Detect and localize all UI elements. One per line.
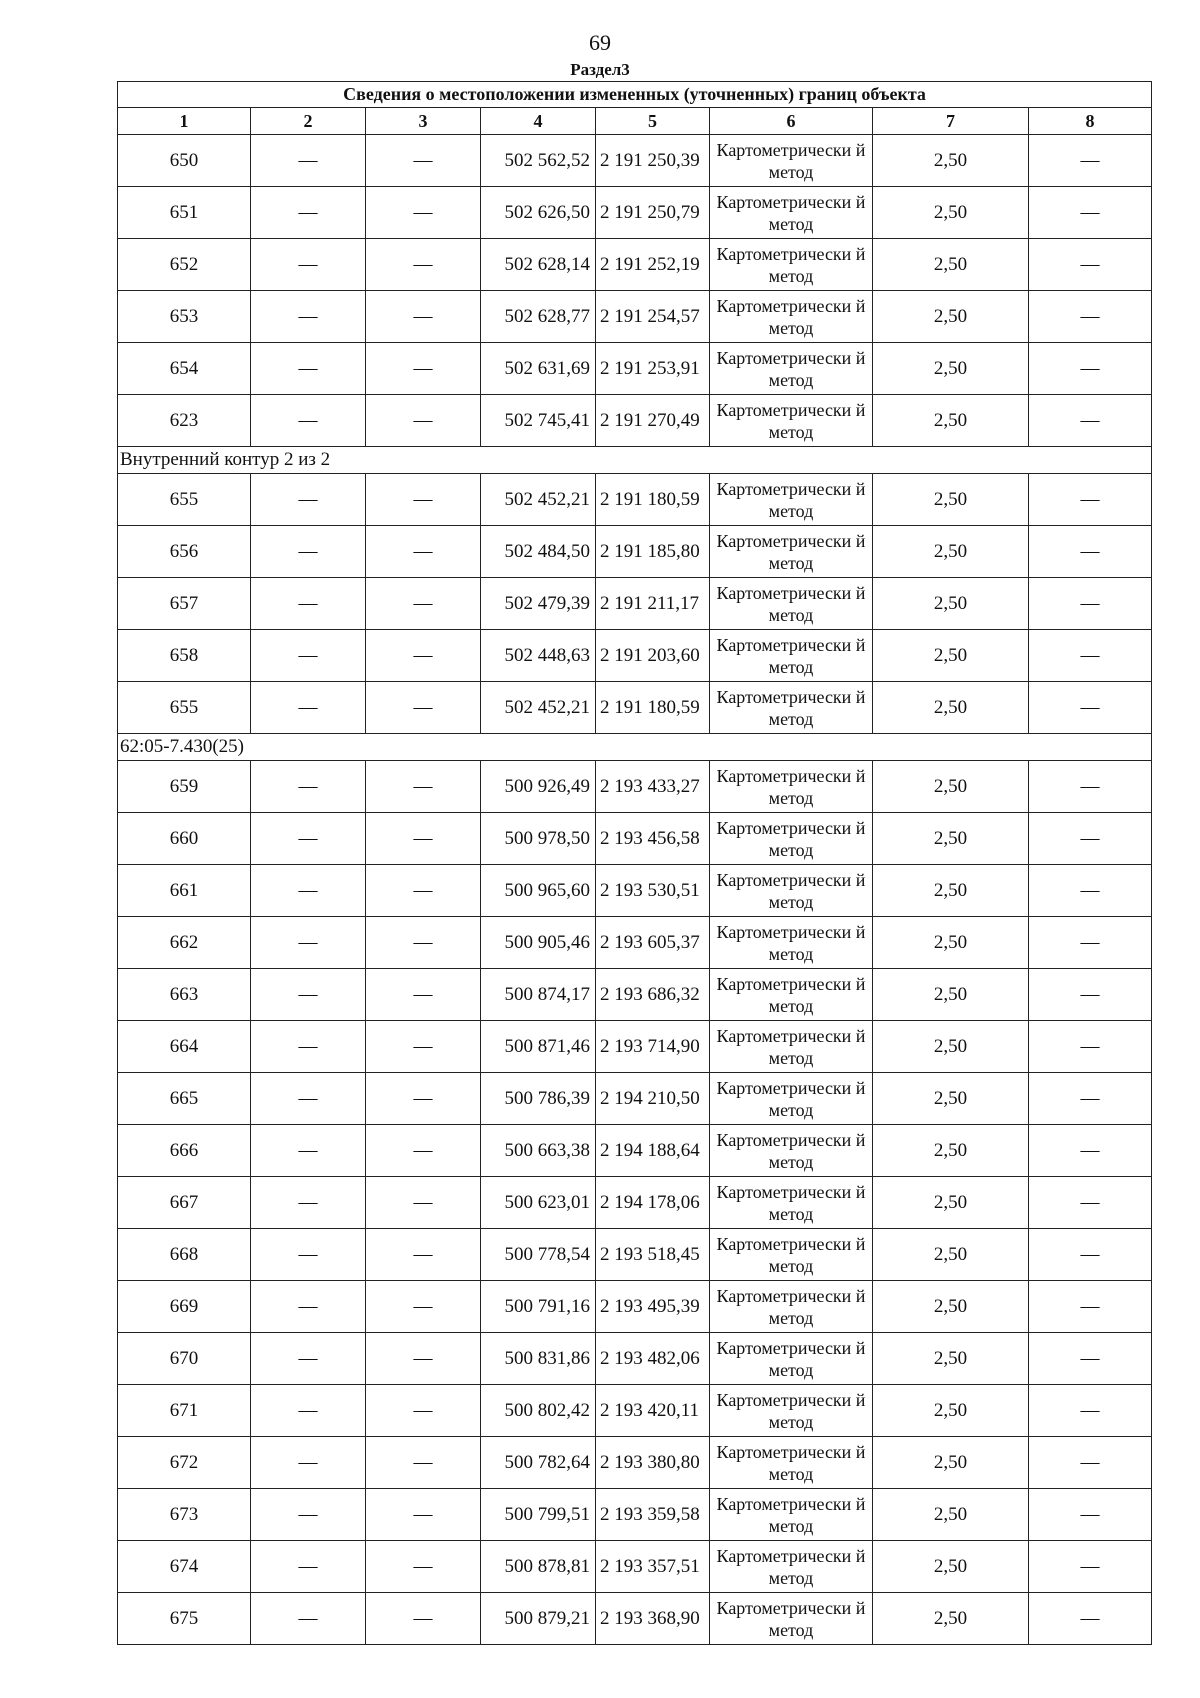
x-coordinate-cell: 500 926,49 bbox=[481, 761, 596, 813]
accuracy-cell: 2,50 bbox=[873, 682, 1029, 734]
x-coordinate-cell: 500 778,54 bbox=[481, 1229, 596, 1281]
column-2-cell: — bbox=[251, 1281, 366, 1333]
y-coordinate-cell: 2 191 180,59 bbox=[596, 474, 710, 526]
method-cell: Картометрически й метод bbox=[710, 969, 873, 1021]
y-coordinate-cell: 2 191 250,79 bbox=[596, 187, 710, 239]
x-coordinate-cell: 502 562,52 bbox=[481, 135, 596, 187]
column-3-cell: — bbox=[366, 1281, 481, 1333]
table-row bbox=[118, 1437, 1152, 1489]
section-title: Раздел3 bbox=[570, 60, 630, 79]
column-8-cell: — bbox=[1029, 969, 1152, 1021]
column-8-cell: — bbox=[1029, 1437, 1152, 1489]
y-coordinate-cell: 2 191 253,91 bbox=[596, 343, 710, 395]
method-cell: Картометрически й метод bbox=[710, 1333, 873, 1385]
column-2-cell: — bbox=[251, 1333, 366, 1385]
accuracy-cell: 2,50 bbox=[873, 474, 1029, 526]
accuracy-cell: 2,50 bbox=[873, 969, 1029, 1021]
column-8-cell: — bbox=[1029, 526, 1152, 578]
column-8-cell: — bbox=[1029, 630, 1152, 682]
point-number-cell: 623 bbox=[118, 395, 251, 447]
table-row bbox=[118, 135, 1152, 187]
y-coordinate-cell: 2 193 357,51 bbox=[596, 1541, 710, 1593]
page-number: 69 bbox=[589, 30, 611, 55]
table-row bbox=[118, 1333, 1152, 1385]
method-cell: Картометрически й метод bbox=[710, 1593, 873, 1645]
table-row bbox=[118, 1021, 1152, 1073]
column-3-cell: — bbox=[366, 1177, 481, 1229]
x-coordinate-cell: 502 628,14 bbox=[481, 239, 596, 291]
column-8-cell: — bbox=[1029, 1125, 1152, 1177]
column-header-8: 8 bbox=[1029, 108, 1152, 135]
y-coordinate-cell: 2 193 456,58 bbox=[596, 813, 710, 865]
x-coordinate-cell: 502 484,50 bbox=[481, 526, 596, 578]
point-number-cell: 650 bbox=[118, 135, 251, 187]
point-number-cell: 655 bbox=[118, 682, 251, 734]
column-header-6: 6 bbox=[710, 108, 873, 135]
method-cell: Картометрически й метод bbox=[710, 630, 873, 682]
group-header-row bbox=[118, 734, 1152, 761]
x-coordinate-cell: 502 631,69 bbox=[481, 343, 596, 395]
accuracy-cell: 2,50 bbox=[873, 1177, 1029, 1229]
column-8-cell: — bbox=[1029, 135, 1152, 187]
column-8-cell: — bbox=[1029, 1489, 1152, 1541]
y-coordinate-cell: 2 191 270,49 bbox=[596, 395, 710, 447]
table-row bbox=[118, 187, 1152, 239]
table-row bbox=[118, 1385, 1152, 1437]
column-8-cell: — bbox=[1029, 917, 1152, 969]
column-3-cell: — bbox=[366, 682, 481, 734]
table-row bbox=[118, 239, 1152, 291]
method-cell: Картометрически й метод bbox=[710, 1073, 873, 1125]
accuracy-cell: 2,50 bbox=[873, 1489, 1029, 1541]
point-number-cell: 667 bbox=[118, 1177, 251, 1229]
x-coordinate-cell: 502 448,63 bbox=[481, 630, 596, 682]
x-coordinate-cell: 500 965,60 bbox=[481, 865, 596, 917]
accuracy-cell: 2,50 bbox=[873, 343, 1029, 395]
x-coordinate-cell: 500 879,21 bbox=[481, 1593, 596, 1645]
point-number-cell: 670 bbox=[118, 1333, 251, 1385]
table-row bbox=[118, 1229, 1152, 1281]
column-8-cell: — bbox=[1029, 291, 1152, 343]
column-8-cell: — bbox=[1029, 239, 1152, 291]
table-row bbox=[118, 813, 1152, 865]
table-row bbox=[118, 1073, 1152, 1125]
accuracy-cell: 2,50 bbox=[873, 1593, 1029, 1645]
column-3-cell: — bbox=[366, 630, 481, 682]
column-2-cell: — bbox=[251, 291, 366, 343]
column-2-cell: — bbox=[251, 526, 366, 578]
column-3-cell: — bbox=[366, 1229, 481, 1281]
point-number-cell: 654 bbox=[118, 343, 251, 395]
x-coordinate-cell: 500 786,39 bbox=[481, 1073, 596, 1125]
point-number-cell: 673 bbox=[118, 1489, 251, 1541]
accuracy-cell: 2,50 bbox=[873, 395, 1029, 447]
point-number-cell: 657 bbox=[118, 578, 251, 630]
accuracy-cell: 2,50 bbox=[873, 1229, 1029, 1281]
point-number-cell: 661 bbox=[118, 865, 251, 917]
column-2-cell: — bbox=[251, 1437, 366, 1489]
column-2-cell: — bbox=[251, 630, 366, 682]
accuracy-cell: 2,50 bbox=[873, 630, 1029, 682]
point-number-cell: 659 bbox=[118, 761, 251, 813]
table-row bbox=[118, 343, 1152, 395]
method-cell: Картометрически й метод bbox=[710, 239, 873, 291]
column-3-cell: — bbox=[366, 761, 481, 813]
accuracy-cell: 2,50 bbox=[873, 1125, 1029, 1177]
x-coordinate-cell: 500 878,81 bbox=[481, 1541, 596, 1593]
method-cell: Картометрически й метод bbox=[710, 1541, 873, 1593]
method-cell: Картометрически й метод bbox=[710, 291, 873, 343]
method-cell: Картометрически й метод bbox=[710, 917, 873, 969]
method-cell: Картометрически й метод bbox=[710, 343, 873, 395]
column-8-cell: — bbox=[1029, 865, 1152, 917]
x-coordinate-cell: 500 871,46 bbox=[481, 1021, 596, 1073]
group-label: Внутренний контур 2 из 2 bbox=[118, 447, 1152, 474]
table-row bbox=[118, 1177, 1152, 1229]
column-8-cell: — bbox=[1029, 474, 1152, 526]
column-8-cell: — bbox=[1029, 1021, 1152, 1073]
column-3-cell: — bbox=[366, 1437, 481, 1489]
x-coordinate-cell: 502 745,41 bbox=[481, 395, 596, 447]
method-cell: Картометрически й метод bbox=[710, 1229, 873, 1281]
table-row bbox=[118, 1541, 1152, 1593]
x-coordinate-cell: 500 802,42 bbox=[481, 1385, 596, 1437]
x-coordinate-cell: 500 874,17 bbox=[481, 969, 596, 1021]
group-header-row bbox=[118, 447, 1152, 474]
y-coordinate-cell: 2 193 495,39 bbox=[596, 1281, 710, 1333]
point-number-cell: 665 bbox=[118, 1073, 251, 1125]
method-cell: Картометрически й метод bbox=[710, 1437, 873, 1489]
x-coordinate-cell: 502 626,50 bbox=[481, 187, 596, 239]
table-row bbox=[118, 682, 1152, 734]
column-3-cell: — bbox=[366, 969, 481, 1021]
method-cell: Картометрически й метод bbox=[710, 526, 873, 578]
x-coordinate-cell: 502 479,39 bbox=[481, 578, 596, 630]
column-3-cell: — bbox=[366, 917, 481, 969]
y-coordinate-cell: 2 191 180,59 bbox=[596, 682, 710, 734]
column-8-cell: — bbox=[1029, 813, 1152, 865]
column-2-cell: — bbox=[251, 1593, 366, 1645]
table-row bbox=[118, 474, 1152, 526]
point-number-cell: 666 bbox=[118, 1125, 251, 1177]
column-3-cell: — bbox=[366, 1125, 481, 1177]
x-coordinate-cell: 500 791,16 bbox=[481, 1281, 596, 1333]
table-row bbox=[118, 1593, 1152, 1645]
column-2-cell: — bbox=[251, 865, 366, 917]
method-cell: Картометрически й метод bbox=[710, 865, 873, 917]
accuracy-cell: 2,50 bbox=[873, 813, 1029, 865]
y-coordinate-cell: 2 194 178,06 bbox=[596, 1177, 710, 1229]
column-header-3: 3 bbox=[366, 108, 481, 135]
column-3-cell: — bbox=[366, 1021, 481, 1073]
table-row bbox=[118, 395, 1152, 447]
column-3-cell: — bbox=[366, 395, 481, 447]
column-2-cell: — bbox=[251, 474, 366, 526]
column-8-cell: — bbox=[1029, 1385, 1152, 1437]
x-coordinate-cell: 500 623,01 bbox=[481, 1177, 596, 1229]
y-coordinate-cell: 2 193 605,37 bbox=[596, 917, 710, 969]
method-cell: Картометрически й метод bbox=[710, 187, 873, 239]
point-number-cell: 652 bbox=[118, 239, 251, 291]
table-row bbox=[118, 1489, 1152, 1541]
column-2-cell: — bbox=[251, 343, 366, 395]
column-8-cell: — bbox=[1029, 682, 1152, 734]
point-number-cell: 662 bbox=[118, 917, 251, 969]
y-coordinate-cell: 2 191 254,57 bbox=[596, 291, 710, 343]
column-3-cell: — bbox=[366, 239, 481, 291]
y-coordinate-cell: 2 193 433,27 bbox=[596, 761, 710, 813]
accuracy-cell: 2,50 bbox=[873, 578, 1029, 630]
table-row bbox=[118, 917, 1152, 969]
column-2-cell: — bbox=[251, 187, 366, 239]
point-number-cell: 674 bbox=[118, 1541, 251, 1593]
column-8-cell: — bbox=[1029, 1073, 1152, 1125]
y-coordinate-cell: 2 193 530,51 bbox=[596, 865, 710, 917]
accuracy-cell: 2,50 bbox=[873, 187, 1029, 239]
column-2-cell: — bbox=[251, 1489, 366, 1541]
point-number-cell: 660 bbox=[118, 813, 251, 865]
column-2-cell: — bbox=[251, 1177, 366, 1229]
column-3-cell: — bbox=[366, 135, 481, 187]
column-8-cell: — bbox=[1029, 1593, 1152, 1645]
column-header-4: 4 bbox=[481, 108, 596, 135]
column-2-cell: — bbox=[251, 395, 366, 447]
point-number-cell: 671 bbox=[118, 1385, 251, 1437]
column-2-cell: — bbox=[251, 1229, 366, 1281]
column-header-7: 7 bbox=[873, 108, 1029, 135]
column-3-cell: — bbox=[366, 1489, 481, 1541]
accuracy-cell: 2,50 bbox=[873, 291, 1029, 343]
method-cell: Картометрически й метод bbox=[710, 1489, 873, 1541]
column-2-cell: — bbox=[251, 917, 366, 969]
column-8-cell: — bbox=[1029, 761, 1152, 813]
accuracy-cell: 2,50 bbox=[873, 1541, 1029, 1593]
column-header-5: 5 bbox=[596, 108, 710, 135]
accuracy-cell: 2,50 bbox=[873, 135, 1029, 187]
x-coordinate-cell: 502 452,21 bbox=[481, 682, 596, 734]
y-coordinate-cell: 2 193 368,90 bbox=[596, 1593, 710, 1645]
y-coordinate-cell: 2 193 380,80 bbox=[596, 1437, 710, 1489]
column-2-cell: — bbox=[251, 813, 366, 865]
x-coordinate-cell: 502 628,77 bbox=[481, 291, 596, 343]
method-cell: Картометрически й метод bbox=[710, 1021, 873, 1073]
method-cell: Картометрически й метод bbox=[710, 1177, 873, 1229]
x-coordinate-cell: 502 452,21 bbox=[481, 474, 596, 526]
column-2-cell: — bbox=[251, 1541, 366, 1593]
y-coordinate-cell: 2 191 185,80 bbox=[596, 526, 710, 578]
method-cell: Картометрически й метод bbox=[710, 1281, 873, 1333]
column-3-cell: — bbox=[366, 526, 481, 578]
x-coordinate-cell: 500 978,50 bbox=[481, 813, 596, 865]
table-row bbox=[118, 630, 1152, 682]
y-coordinate-cell: 2 193 482,06 bbox=[596, 1333, 710, 1385]
column-3-cell: — bbox=[366, 291, 481, 343]
column-3-cell: — bbox=[366, 1073, 481, 1125]
column-2-cell: — bbox=[251, 239, 366, 291]
coordinates-table bbox=[117, 81, 1152, 1645]
accuracy-cell: 2,50 bbox=[873, 761, 1029, 813]
y-coordinate-cell: 2 191 211,17 bbox=[596, 578, 710, 630]
method-cell: Картометрически й метод bbox=[710, 395, 873, 447]
column-2-cell: — bbox=[251, 682, 366, 734]
column-header-2: 2 bbox=[251, 108, 366, 135]
table-header-row bbox=[118, 108, 1152, 135]
point-number-cell: 653 bbox=[118, 291, 251, 343]
y-coordinate-cell: 2 193 359,58 bbox=[596, 1489, 710, 1541]
table-row bbox=[118, 761, 1152, 813]
table-row bbox=[118, 578, 1152, 630]
column-3-cell: — bbox=[366, 1541, 481, 1593]
x-coordinate-cell: 500 663,38 bbox=[481, 1125, 596, 1177]
column-8-cell: — bbox=[1029, 1333, 1152, 1385]
accuracy-cell: 2,50 bbox=[873, 1021, 1029, 1073]
y-coordinate-cell: 2 193 686,32 bbox=[596, 969, 710, 1021]
accuracy-cell: 2,50 bbox=[873, 1281, 1029, 1333]
accuracy-cell: 2,50 bbox=[873, 526, 1029, 578]
y-coordinate-cell: 2 191 203,60 bbox=[596, 630, 710, 682]
column-2-cell: — bbox=[251, 1385, 366, 1437]
point-number-cell: 655 bbox=[118, 474, 251, 526]
column-3-cell: — bbox=[366, 813, 481, 865]
accuracy-cell: 2,50 bbox=[873, 917, 1029, 969]
table-row bbox=[118, 1125, 1152, 1177]
accuracy-cell: 2,50 bbox=[873, 1073, 1029, 1125]
x-coordinate-cell: 500 782,64 bbox=[481, 1437, 596, 1489]
y-coordinate-cell: 2 194 210,50 bbox=[596, 1073, 710, 1125]
y-coordinate-cell: 2 191 250,39 bbox=[596, 135, 710, 187]
column-3-cell: — bbox=[366, 578, 481, 630]
point-number-cell: 669 bbox=[118, 1281, 251, 1333]
column-3-cell: — bbox=[366, 343, 481, 395]
method-cell: Картометрически й метод bbox=[710, 474, 873, 526]
column-2-cell: — bbox=[251, 761, 366, 813]
column-header-1: 1 bbox=[118, 108, 251, 135]
x-coordinate-cell: 500 831,86 bbox=[481, 1333, 596, 1385]
column-8-cell: — bbox=[1029, 1229, 1152, 1281]
point-number-cell: 651 bbox=[118, 187, 251, 239]
table-row bbox=[118, 865, 1152, 917]
point-number-cell: 663 bbox=[118, 969, 251, 1021]
column-2-cell: — bbox=[251, 1073, 366, 1125]
y-coordinate-cell: 2 194 188,64 bbox=[596, 1125, 710, 1177]
y-coordinate-cell: 2 193 518,45 bbox=[596, 1229, 710, 1281]
accuracy-cell: 2,50 bbox=[873, 1437, 1029, 1489]
column-8-cell: — bbox=[1029, 1541, 1152, 1593]
method-cell: Картометрически й метод bbox=[710, 761, 873, 813]
column-2-cell: — bbox=[251, 578, 366, 630]
accuracy-cell: 2,50 bbox=[873, 865, 1029, 917]
table-row bbox=[118, 1281, 1152, 1333]
table-row bbox=[118, 526, 1152, 578]
table-row bbox=[118, 291, 1152, 343]
column-2-cell: — bbox=[251, 1125, 366, 1177]
accuracy-cell: 2,50 bbox=[873, 1333, 1029, 1385]
y-coordinate-cell: 2 193 714,90 bbox=[596, 1021, 710, 1073]
point-number-cell: 656 bbox=[118, 526, 251, 578]
point-number-cell: 668 bbox=[118, 1229, 251, 1281]
accuracy-cell: 2,50 bbox=[873, 239, 1029, 291]
accuracy-cell: 2,50 bbox=[873, 1385, 1029, 1437]
x-coordinate-cell: 500 905,46 bbox=[481, 917, 596, 969]
column-8-cell: — bbox=[1029, 343, 1152, 395]
column-2-cell: — bbox=[251, 1021, 366, 1073]
method-cell: Картометрически й метод bbox=[710, 813, 873, 865]
column-3-cell: — bbox=[366, 1385, 481, 1437]
column-8-cell: — bbox=[1029, 1281, 1152, 1333]
method-cell: Картометрически й метод bbox=[710, 1385, 873, 1437]
column-8-cell: — bbox=[1029, 578, 1152, 630]
y-coordinate-cell: 2 191 252,19 bbox=[596, 239, 710, 291]
method-cell: Картометрически й метод bbox=[710, 682, 873, 734]
point-number-cell: 672 bbox=[118, 1437, 251, 1489]
column-8-cell: — bbox=[1029, 187, 1152, 239]
x-coordinate-cell: 500 799,51 bbox=[481, 1489, 596, 1541]
group-label: 62:05-7.430(25) bbox=[118, 734, 1152, 761]
column-2-cell: — bbox=[251, 969, 366, 1021]
method-cell: Картометрически й метод bbox=[710, 135, 873, 187]
table-body bbox=[118, 135, 1152, 1645]
point-number-cell: 658 bbox=[118, 630, 251, 682]
column-8-cell: — bbox=[1029, 395, 1152, 447]
column-2-cell: — bbox=[251, 135, 366, 187]
column-3-cell: — bbox=[366, 865, 481, 917]
method-cell: Картометрически й метод bbox=[710, 578, 873, 630]
method-cell: Картометрически й метод bbox=[710, 1125, 873, 1177]
table-caption: Сведения о местоположении измененных (уточненных) границ объекта bbox=[118, 82, 1152, 108]
column-8-cell: — bbox=[1029, 1177, 1152, 1229]
point-number-cell: 675 bbox=[118, 1593, 251, 1645]
point-number-cell: 664 bbox=[118, 1021, 251, 1073]
y-coordinate-cell: 2 193 420,11 bbox=[596, 1385, 710, 1437]
column-3-cell: — bbox=[366, 187, 481, 239]
column-3-cell: — bbox=[366, 1333, 481, 1385]
table-row bbox=[118, 969, 1152, 1021]
column-3-cell: — bbox=[366, 1593, 481, 1645]
column-3-cell: — bbox=[366, 474, 481, 526]
